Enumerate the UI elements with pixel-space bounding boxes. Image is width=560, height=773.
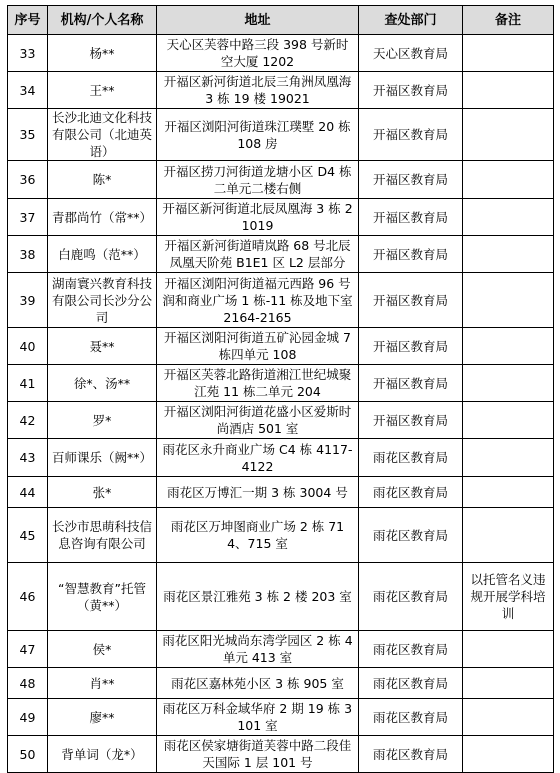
cell-number: 39 bbox=[8, 273, 48, 328]
cell-name: 长沙北迪文化科技有限公司（北迪英语） bbox=[48, 109, 157, 161]
cell-number: 42 bbox=[8, 402, 48, 439]
cell-number: 40 bbox=[8, 328, 48, 365]
cell-department: 开福区教育局 bbox=[359, 273, 463, 328]
cell-note bbox=[463, 35, 554, 72]
cell-address: 雨花区万博汇一期 3 栋 3004 号 bbox=[157, 477, 359, 508]
cell-number: 36 bbox=[8, 161, 48, 199]
table-header-row bbox=[8, 6, 554, 35]
cell-department: 雨花区教育局 bbox=[359, 508, 463, 563]
cell-department: 开福区教育局 bbox=[359, 236, 463, 273]
table-row bbox=[8, 563, 554, 631]
cell-name: 百师课乐（阙**） bbox=[48, 439, 157, 477]
table-row bbox=[8, 328, 554, 365]
cell-department: 雨花区教育局 bbox=[359, 668, 463, 699]
table-row bbox=[8, 736, 554, 773]
header-department: 查处部门 bbox=[359, 6, 463, 35]
table-row bbox=[8, 668, 554, 699]
cell-department: 雨花区教育局 bbox=[359, 477, 463, 508]
cell-address: 开福区新河街道北辰凤凰海 3 栋 21019 bbox=[157, 199, 359, 236]
cell-address: 开福区捞刀河街道龙塘小区 D4 栋二单元二楼右侧 bbox=[157, 161, 359, 199]
cell-number: 34 bbox=[8, 72, 48, 109]
cell-number: 37 bbox=[8, 199, 48, 236]
cell-number: 41 bbox=[8, 365, 48, 402]
table-row bbox=[8, 236, 554, 273]
cell-department: 开福区教育局 bbox=[359, 72, 463, 109]
cell-name: 王** bbox=[48, 72, 157, 109]
cell-note bbox=[463, 199, 554, 236]
cell-name: 白鹿鸣（范**） bbox=[48, 236, 157, 273]
table-row bbox=[8, 109, 554, 161]
cell-note bbox=[463, 328, 554, 365]
table-row bbox=[8, 477, 554, 508]
header-note: 备注 bbox=[463, 6, 554, 35]
cell-name: 背单词（龙*） bbox=[48, 736, 157, 773]
cell-number: 33 bbox=[8, 35, 48, 72]
cell-address: 开福区浏阳河街道福元西路 96 号润和商业广场 1 栋-11 栋及地下室 2164-2165 bbox=[157, 273, 359, 328]
cell-name: 长沙市思萌科技信息咨询有限公司 bbox=[48, 508, 157, 563]
table-body bbox=[8, 35, 554, 773]
cell-number: 35 bbox=[8, 109, 48, 161]
cell-name: 聂** bbox=[48, 328, 157, 365]
cell-name: 青郡尚竹（常**） bbox=[48, 199, 157, 236]
table-row bbox=[8, 273, 554, 328]
cell-name: 罗* bbox=[48, 402, 157, 439]
table-row bbox=[8, 699, 554, 736]
cell-note bbox=[463, 402, 554, 439]
cell-department: 开福区教育局 bbox=[359, 199, 463, 236]
cell-address: 开福区浏阳河街道五矿沁园金城 7 栋四单元 108 bbox=[157, 328, 359, 365]
cell-note bbox=[463, 508, 554, 563]
cell-note bbox=[463, 273, 554, 328]
cell-address: 雨花区永升商业广场 C4 栋 4117-4122 bbox=[157, 439, 359, 477]
cell-name: 陈* bbox=[48, 161, 157, 199]
cell-number: 44 bbox=[8, 477, 48, 508]
cell-note bbox=[463, 365, 554, 402]
cell-name: 廖** bbox=[48, 699, 157, 736]
cell-address: 雨花区景江雅苑 3 栋 2 楼 203 室 bbox=[157, 563, 359, 631]
cell-number: 50 bbox=[8, 736, 48, 773]
cell-address: 雨花区万坤图商业广场 2 栋 714、715 室 bbox=[157, 508, 359, 563]
cell-number: 46 bbox=[8, 563, 48, 631]
cell-department: 开福区教育局 bbox=[359, 328, 463, 365]
cell-name: 肖** bbox=[48, 668, 157, 699]
cell-note bbox=[463, 72, 554, 109]
cell-name: 杨** bbox=[48, 35, 157, 72]
cell-department: 开福区教育局 bbox=[359, 161, 463, 199]
cell-department: 开福区教育局 bbox=[359, 365, 463, 402]
table-row bbox=[8, 439, 554, 477]
cell-note bbox=[463, 439, 554, 477]
cell-number: 43 bbox=[8, 439, 48, 477]
table-row bbox=[8, 161, 554, 199]
cell-note bbox=[463, 109, 554, 161]
cell-address: 雨花区万科金域华府 2 期 19 栋 3101 室 bbox=[157, 699, 359, 736]
table-row bbox=[8, 508, 554, 563]
cell-department: 天心区教育局 bbox=[359, 35, 463, 72]
cell-number: 49 bbox=[8, 699, 48, 736]
cell-department: 雨花区教育局 bbox=[359, 631, 463, 668]
cell-note bbox=[463, 161, 554, 199]
cell-address: 天心区芙蓉中路三段 398 号新时空大厦 1202 bbox=[157, 35, 359, 72]
cell-department: 雨花区教育局 bbox=[359, 439, 463, 477]
cell-address: 雨花区嘉林苑小区 3 栋 905 室 bbox=[157, 668, 359, 699]
cell-name: 湖南寰兴教育科技有限公司长沙分公司 bbox=[48, 273, 157, 328]
cell-address: 开福区新河街道北辰三角洲凤凰海 3 栋 19 楼 19021 bbox=[157, 72, 359, 109]
header-address: 地址 bbox=[157, 6, 359, 35]
cell-address: 雨花区侯家塘街道芙蓉中路二段佳天国际 1 层 101 号 bbox=[157, 736, 359, 773]
cell-name: 张* bbox=[48, 477, 157, 508]
table-row bbox=[8, 199, 554, 236]
cell-note: 以托管名义违规开展学科培训 bbox=[463, 563, 554, 631]
cell-number: 47 bbox=[8, 631, 48, 668]
header-name: 机构/个人名称 bbox=[48, 6, 157, 35]
cell-department: 开福区教育局 bbox=[359, 402, 463, 439]
cell-name: “智慧教育”托管（黄**） bbox=[48, 563, 157, 631]
cell-note bbox=[463, 699, 554, 736]
cell-number: 38 bbox=[8, 236, 48, 273]
cell-department: 雨花区教育局 bbox=[359, 699, 463, 736]
table-row bbox=[8, 35, 554, 72]
cell-name: 侯* bbox=[48, 631, 157, 668]
cell-number: 45 bbox=[8, 508, 48, 563]
cell-address: 雨花区阳光城尚东湾学园区 2 栋 4 单元 413 室 bbox=[157, 631, 359, 668]
table-row bbox=[8, 402, 554, 439]
cell-address: 开福区浏阳河街道花盛小区爱斯时尚酒店 501 室 bbox=[157, 402, 359, 439]
cell-note bbox=[463, 631, 554, 668]
cell-address: 开福区芙蓉北路街道湘江世纪城聚江苑 11 栋二单元 204 bbox=[157, 365, 359, 402]
cell-department: 开福区教育局 bbox=[359, 109, 463, 161]
table-row bbox=[8, 72, 554, 109]
table-row bbox=[8, 631, 554, 668]
cell-name: 徐*、汤** bbox=[48, 365, 157, 402]
cell-note bbox=[463, 668, 554, 699]
cell-note bbox=[463, 477, 554, 508]
institution-table bbox=[7, 5, 554, 773]
cell-note bbox=[463, 236, 554, 273]
cell-department: 雨花区教育局 bbox=[359, 563, 463, 631]
header-no: 序号 bbox=[8, 6, 48, 35]
cell-number: 48 bbox=[8, 668, 48, 699]
cell-note bbox=[463, 736, 554, 773]
table-row bbox=[8, 365, 554, 402]
cell-address: 开福区新河街道晴岚路 68 号北辰凤凰天阶苑 B1E1 区 L2 层部分 bbox=[157, 236, 359, 273]
cell-department: 雨花区教育局 bbox=[359, 736, 463, 773]
cell-address: 开福区浏阳河街道珠江璞墅 20 栋 108 房 bbox=[157, 109, 359, 161]
